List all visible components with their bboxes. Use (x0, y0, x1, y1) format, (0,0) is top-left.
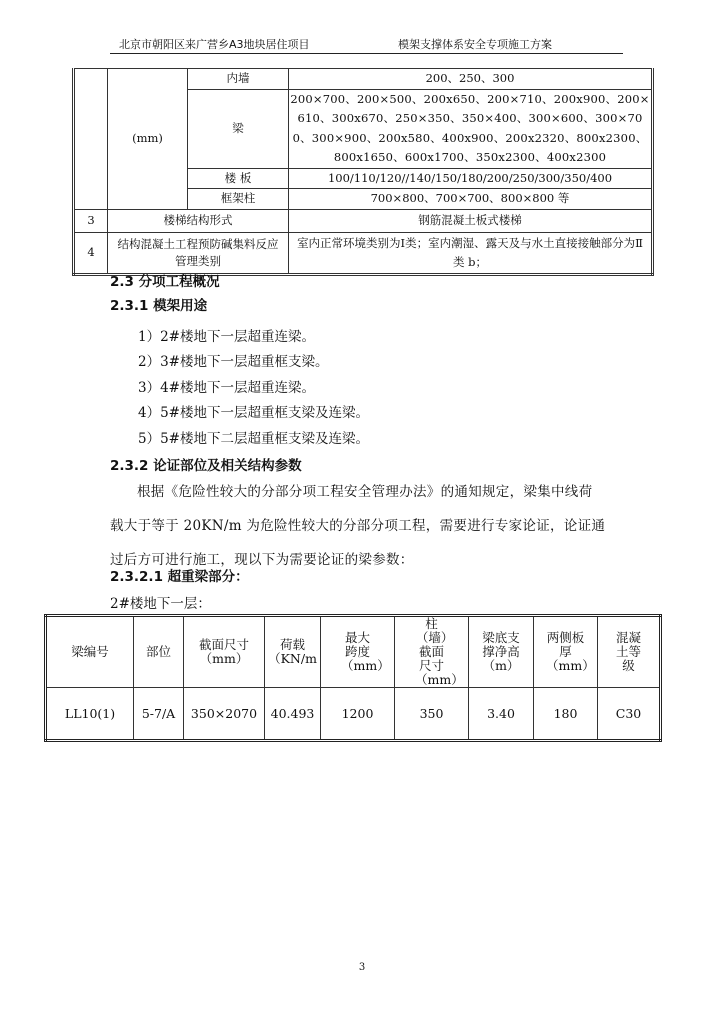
list-item: 2）3#楼地下一层超重框支梁。 (138, 354, 329, 370)
row-label-column: 框架柱 (188, 189, 289, 210)
section-2-3-heading: 2.3 分项工程概况 (110, 274, 220, 290)
header-beam-no: 梁编号 (46, 616, 134, 688)
cell-beam-no: LL10(1) (46, 688, 134, 741)
header-load: 荷载（KN/m (265, 616, 321, 688)
header-slab-thickness: 两侧板厚（mm） (534, 616, 598, 688)
row-name-alkali: 结构混凝土工程预防碱集料反应管理类别 (108, 232, 289, 274)
section-2-3-2-1-heading: 2.3.2.1 超重梁部分： (110, 569, 249, 585)
unit-cell: (mm) (108, 69, 188, 210)
cell-section-size: 350×2070 (184, 688, 265, 741)
cell-column-section: 350 (395, 688, 469, 741)
cell-slab-thickness: 180 (534, 688, 598, 741)
header-project-name: 北京市朝阳区来广营乡A3地块居住项目 (119, 38, 310, 51)
row-label-inner-wall: 内墙 (188, 69, 289, 90)
structure-parameters-table (72, 68, 654, 276)
row-no-4: 4 (74, 232, 108, 274)
header-column-section: 柱（墙）截面尺寸（mm） (395, 616, 469, 688)
list-item: 1）2#楼地下一层超重连梁。 (138, 329, 315, 345)
page-number: 3 (358, 962, 366, 973)
header-max-span: 最大跨度（mm） (321, 616, 395, 688)
header-location: 部位 (134, 616, 184, 688)
header-rule (110, 53, 623, 54)
beam-parameters-table (44, 614, 662, 742)
section-2-3-2-heading: 2.3.2 论证部位及相关结构参数 (110, 458, 302, 474)
cell-support-height: 3.40 (469, 688, 534, 741)
row-label-beam: 梁 (188, 89, 289, 168)
paragraph-line-2: 载大于等于 20KN/m 为危险性较大的分部分项工程，需要进行专家论证，论证通 (110, 518, 606, 534)
row-value-inner-wall: 200、250、300 (289, 69, 653, 90)
row-value-beam: 200×700、200×500、200x650、200×710、200x900、200×610、300x670、250×350、350×400、300×600、300×700、300×900、200x580、400x900、200x2320、800x2300、800x1650、600x1700、350x2300、400x2300 (289, 89, 653, 168)
paragraph-line-3: 过后方可进行施工，现以下为需要论证的梁参数： (110, 552, 414, 568)
header-concrete-grade: 混凝土等级 (598, 616, 661, 688)
header-support-height: 梁底支撑净高（m） (469, 616, 534, 688)
header-section-size: 截面尺寸（mm） (184, 616, 265, 688)
row-name-stair: 楼梯结构形式 (108, 209, 289, 232)
paragraph-line-1: 根据《危险性较大的分部分项工程安全管理办法》的通知规定，梁集中线荷 (137, 484, 593, 500)
cell-max-span: 1200 (321, 688, 395, 741)
row-value-stair: 钢筋混凝土板式楼梯 (289, 209, 653, 232)
cell-location: 5-7/A (134, 688, 184, 741)
header-document-title: 模架支撑体系安全专项施工方案 (398, 38, 552, 51)
row-value-alkali: 室内正常环境类别为Ⅰ类；室内潮湿、露天及与水土直接接触部分为Ⅱ类 b； (289, 232, 653, 274)
row-no-3: 3 (74, 209, 108, 232)
table-row-number-empty (74, 69, 108, 210)
row-value-slab: 100/110/120//140/150/180/200/250/300/350/400 (289, 168, 653, 189)
list-item: 3）4#楼地下一层超重连梁。 (138, 380, 315, 396)
floor-label: 2#楼地下一层： (110, 596, 211, 612)
cell-concrete-grade: C30 (598, 688, 661, 741)
list-item: 4）5#楼地下一层超重框支梁及连梁。 (138, 405, 369, 421)
list-item: 5）5#楼地下二层超重框支梁及连梁。 (138, 431, 369, 447)
cell-load: 40.493 (265, 688, 321, 741)
body-paragraph (110, 475, 624, 577)
row-label-slab: 楼 板 (188, 168, 289, 189)
row-value-column: 700×800、700×700、800×800 等 (289, 189, 653, 210)
section-2-3-1-heading: 2.3.1 模架用途 (110, 298, 208, 314)
